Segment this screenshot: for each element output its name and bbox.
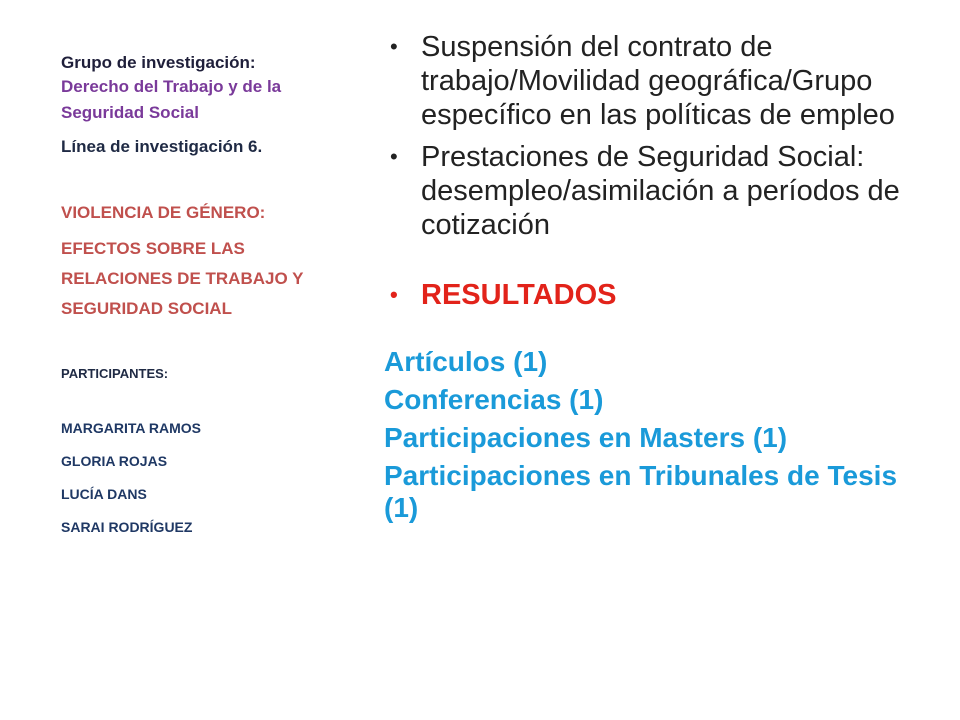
output-item: Participaciones en Masters (1) xyxy=(384,422,788,453)
right-column xyxy=(384,30,904,530)
bullet-icon: • xyxy=(390,144,398,169)
bullet-list xyxy=(384,30,904,312)
results-heading: RESULTADOS xyxy=(421,279,617,311)
bullet-text: Suspensión del contrato de trabajo/Movilidad geográfica/Grupo específico en las políticas de empleo xyxy=(421,31,895,131)
research-line-label: Línea de investigación 6. xyxy=(61,137,263,156)
output-item: Artículos (1) xyxy=(384,346,548,377)
participant-item: GLORIA ROJAS xyxy=(61,453,168,469)
participant-item: SARAI RODRÍGUEZ xyxy=(61,519,193,535)
bullet-item xyxy=(384,140,904,242)
topic-subtitle: EFECTOS SOBRE LAS RELACIONES DE TRABAJO Y SEGURIDAD SOCIAL xyxy=(61,239,304,318)
output-item: Conferencias (1) xyxy=(384,384,604,415)
bullet-icon: • xyxy=(390,34,398,59)
participant-item: MARGARITA RAMOS xyxy=(61,420,201,436)
participant-item: LUCÍA DANS xyxy=(61,486,147,502)
participants-list xyxy=(61,420,351,535)
results-heading-item xyxy=(384,278,904,312)
left-column xyxy=(61,52,351,552)
bullet-icon: • xyxy=(390,282,398,307)
participants-label: PARTICIPANTES: xyxy=(61,366,169,381)
bullet-item xyxy=(384,30,904,132)
bullet-text: Prestaciones de Seguridad Social: desempleo/asimilación a períodos de cotización xyxy=(421,141,900,241)
topic-title: VIOLENCIA DE GÉNERO: xyxy=(61,203,266,222)
group-label: Grupo de investigación: xyxy=(61,53,256,72)
group-name: Derecho del Trabajo y de la Seguridad Social xyxy=(61,77,282,122)
output-item: Participaciones en Tribunales de Tesis (1) xyxy=(384,460,898,523)
outputs-list xyxy=(384,346,904,524)
